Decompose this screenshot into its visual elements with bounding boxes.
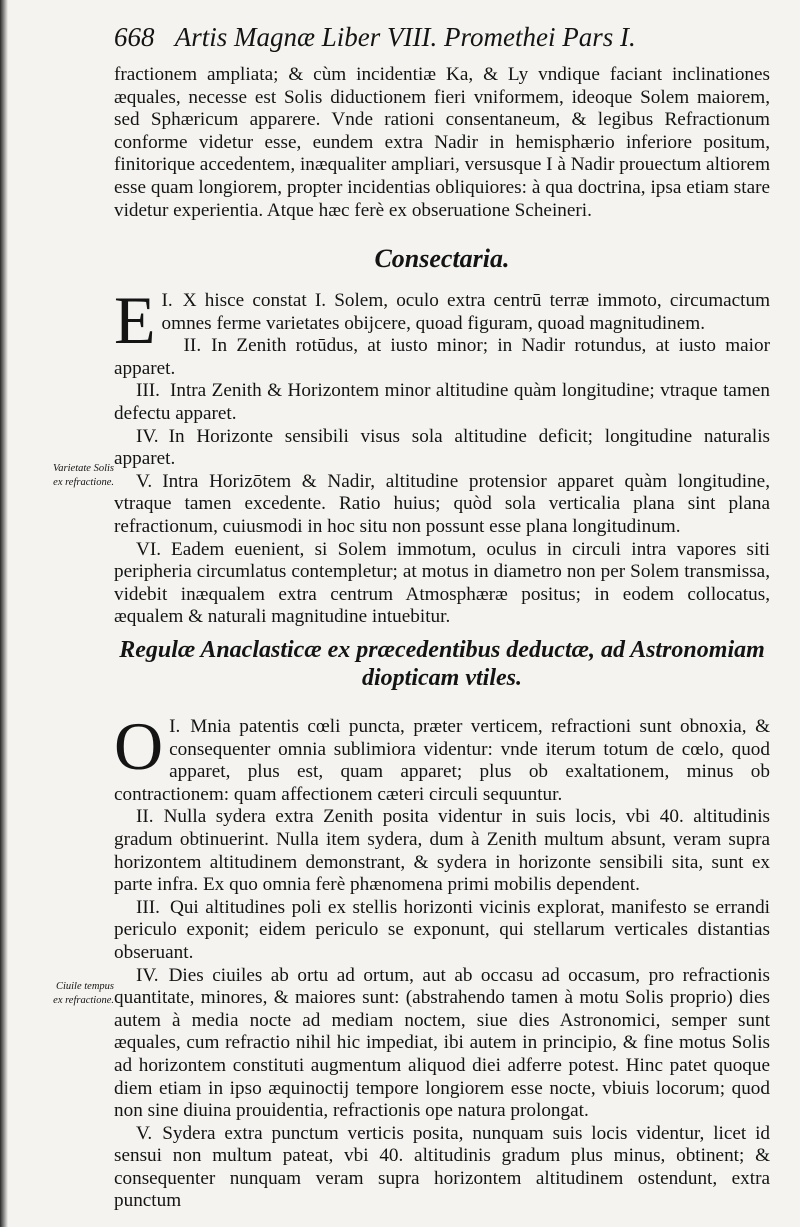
item-text: Eadem euenient, si Solem immotum, oculus in circuli intra vapores siti peripheria circumlatus contempletur; at motus in diametro non per Solem transmissa, videbit inæqualem extra centrum Atmosphæræ positus; in eodem collocatus, æqualem & naturali magnitudine intuebitur. [114, 538, 770, 628]
consectaria-item-4 [114, 426, 770, 471]
consectaria-item-5 [114, 471, 770, 539]
item-numeral: V. [136, 1122, 153, 1144]
item-text: Dies ciuiles ab ortu ad ortum, aut ab occasu ad occasum, pro refractionis quantitate, minores, & maiores sunt: (abstrahendo tamen à motu Solis proprio) dies autem à media nocte ad mediam noctem, siue dies Astronomici, semper sunt æquales, cum refractio nihil hic impediat, ibi autem in principio, & fine motus Solis ad horizontem constituti augmentum aliquod diei adferre potest. Hinc patet quoque diem etiam in ipso æquinoctij tempore longiorem esse nocte, vbiuis locorum; quod non sine diuina prouidentia, refractionis ope natura prolongat. [114, 964, 770, 1122]
item-text: Sydera extra punctum verticis posita, nunquam suis locis videntur, licet id sensui non multum pateat, vbi 40. altitudinis gradum plus minus, obtinent; & consequenter nunquam veram supra horizontem altitudinem ostendunt, extra punctum [114, 1122, 770, 1212]
item-text: Qui altitudines poli ex stellis horizonti vicinis explorat, manifesto se errandi periculo exponit; eidem periculo se exponunt, qui stellarum verticales distantias obseruant. [114, 896, 770, 963]
margin-note-ciuile [14, 980, 114, 1008]
page-number: 668 [114, 22, 155, 52]
item-text: Mnia patentis cœli puncta, præter verticem, refractioni sunt obnoxia, & consequenter omnia sublimiora videntur: vnde iterum totum de cœlo, quod apparet, plus est, quam apparet; plus ob exaltationem, minus ob contractionem: quam affectionem cæteri circuli sequuntur. [114, 716, 770, 805]
item-text: X hisce constat I. Solem, oculo extra centrū terræ immoto, circumactum omnes ferme varietates obijcere, quoad figuram, quoad magnitudinem. [161, 290, 770, 334]
item-numeral: V. [136, 470, 153, 492]
item-text: In Horizonte sensibili visus sola altitudine deficit; longitudine naturalis apparet. [114, 425, 770, 470]
regulae-heading [114, 636, 770, 692]
item-text: Nulla sydera extra Zenith posita videntur in suis locis, vbi 40. altitudinis gradum obtinuerint. Nulla item sydera, dum à Zenith multum absunt, veram supra horizontem altitudinem demonstrant, & sydera in horizonte sensibili sita, sunt ex parte infra. Ex quo omnia ferè phænomena primi mobilis dependent. [114, 806, 770, 896]
item-numeral: II. [183, 335, 202, 357]
regulae-heading-line1: Regulæ Anaclasticæ ex præcedentibus deductæ, ad Astronomiam [119, 637, 765, 663]
dropcap-letter: O [114, 708, 164, 784]
consectaria-list [114, 282, 770, 629]
margin-note-line: ex refractione. [53, 995, 114, 1006]
consectaria-item-3 [114, 380, 770, 425]
item-numeral: I. [161, 290, 173, 311]
dropcap-letter: E [114, 282, 156, 358]
intro-text: fractionem ampliata; & cùm incidentiæ Ka, & Ly vndique faciant inclinationes æquales, necesse est Solis diductionem fieri vniformem, ideoque Solem maiorem, sed Sphæricum apparere. Vnde rationi consentaneum, & legibus Refractionum conforme videtur esse, eundem extra Nadir in hemisphærio inferiore positum, finitorique accedentem, inæqualiter ampliari, versusque I à Nadir prouectum altiorem esse quam longiorem, propter incidentias obliquiores: à qua doctrina, ipsa etiam stare videtur experientia. Atque hæc ferè ex obseruatione Scheineri. [114, 64, 770, 221]
regulae-item-5 [114, 1123, 770, 1213]
regulae-item-3 [114, 897, 770, 965]
item-numeral: IV. [136, 964, 159, 986]
intro-paragraph [114, 64, 770, 222]
regulae-item-1 [114, 708, 770, 806]
item-numeral: IV. [136, 425, 159, 447]
item-text: In Zenith rotūdus, at iusto minor; in Nadir rotundus, at iusto maior apparet. [114, 335, 770, 379]
running-header [114, 22, 794, 52]
item-numeral: III. [136, 896, 160, 918]
margin-note-line: Varietate Solis [53, 463, 114, 474]
regulae-item-4 [114, 965, 770, 1123]
gutter-shadow [0, 0, 8, 1227]
margin-note-varietate [14, 462, 114, 490]
regulae-list [114, 708, 770, 1213]
item-numeral: III. [136, 380, 160, 402]
margin-note-line: Ciuile tempus [55, 981, 114, 992]
consectaria-item-6 [114, 539, 770, 629]
item-text: Intra Zenith & Horizontem minor altitudine quàm longitudine; vtraque tamen defectu apparet. [114, 380, 770, 424]
item-numeral: VI. [136, 538, 162, 560]
item-text: Intra Horizōtem & Nadir, altitudine protensior apparet quàm longitudine, vtraque tamen excedente. Ratio huius; quòd sola verticalia plana sint plana refractionum, cuiusmodi in hoc situ non possunt esse plana longitudinum. [114, 470, 770, 537]
running-title: Artis Magnæ Liber VIII. Promethei Pars I. [174, 22, 636, 52]
regulae-item-2 [114, 806, 770, 896]
margin-note-line: ex refractione. [53, 477, 114, 488]
item-numeral: II. [136, 806, 154, 828]
consectaria-item-2 [114, 335, 770, 380]
item-numeral: I. [169, 716, 181, 737]
regulae-heading-line2: diopticam vtiles. [362, 665, 522, 691]
consectaria-heading: Consectaria. [374, 244, 510, 273]
